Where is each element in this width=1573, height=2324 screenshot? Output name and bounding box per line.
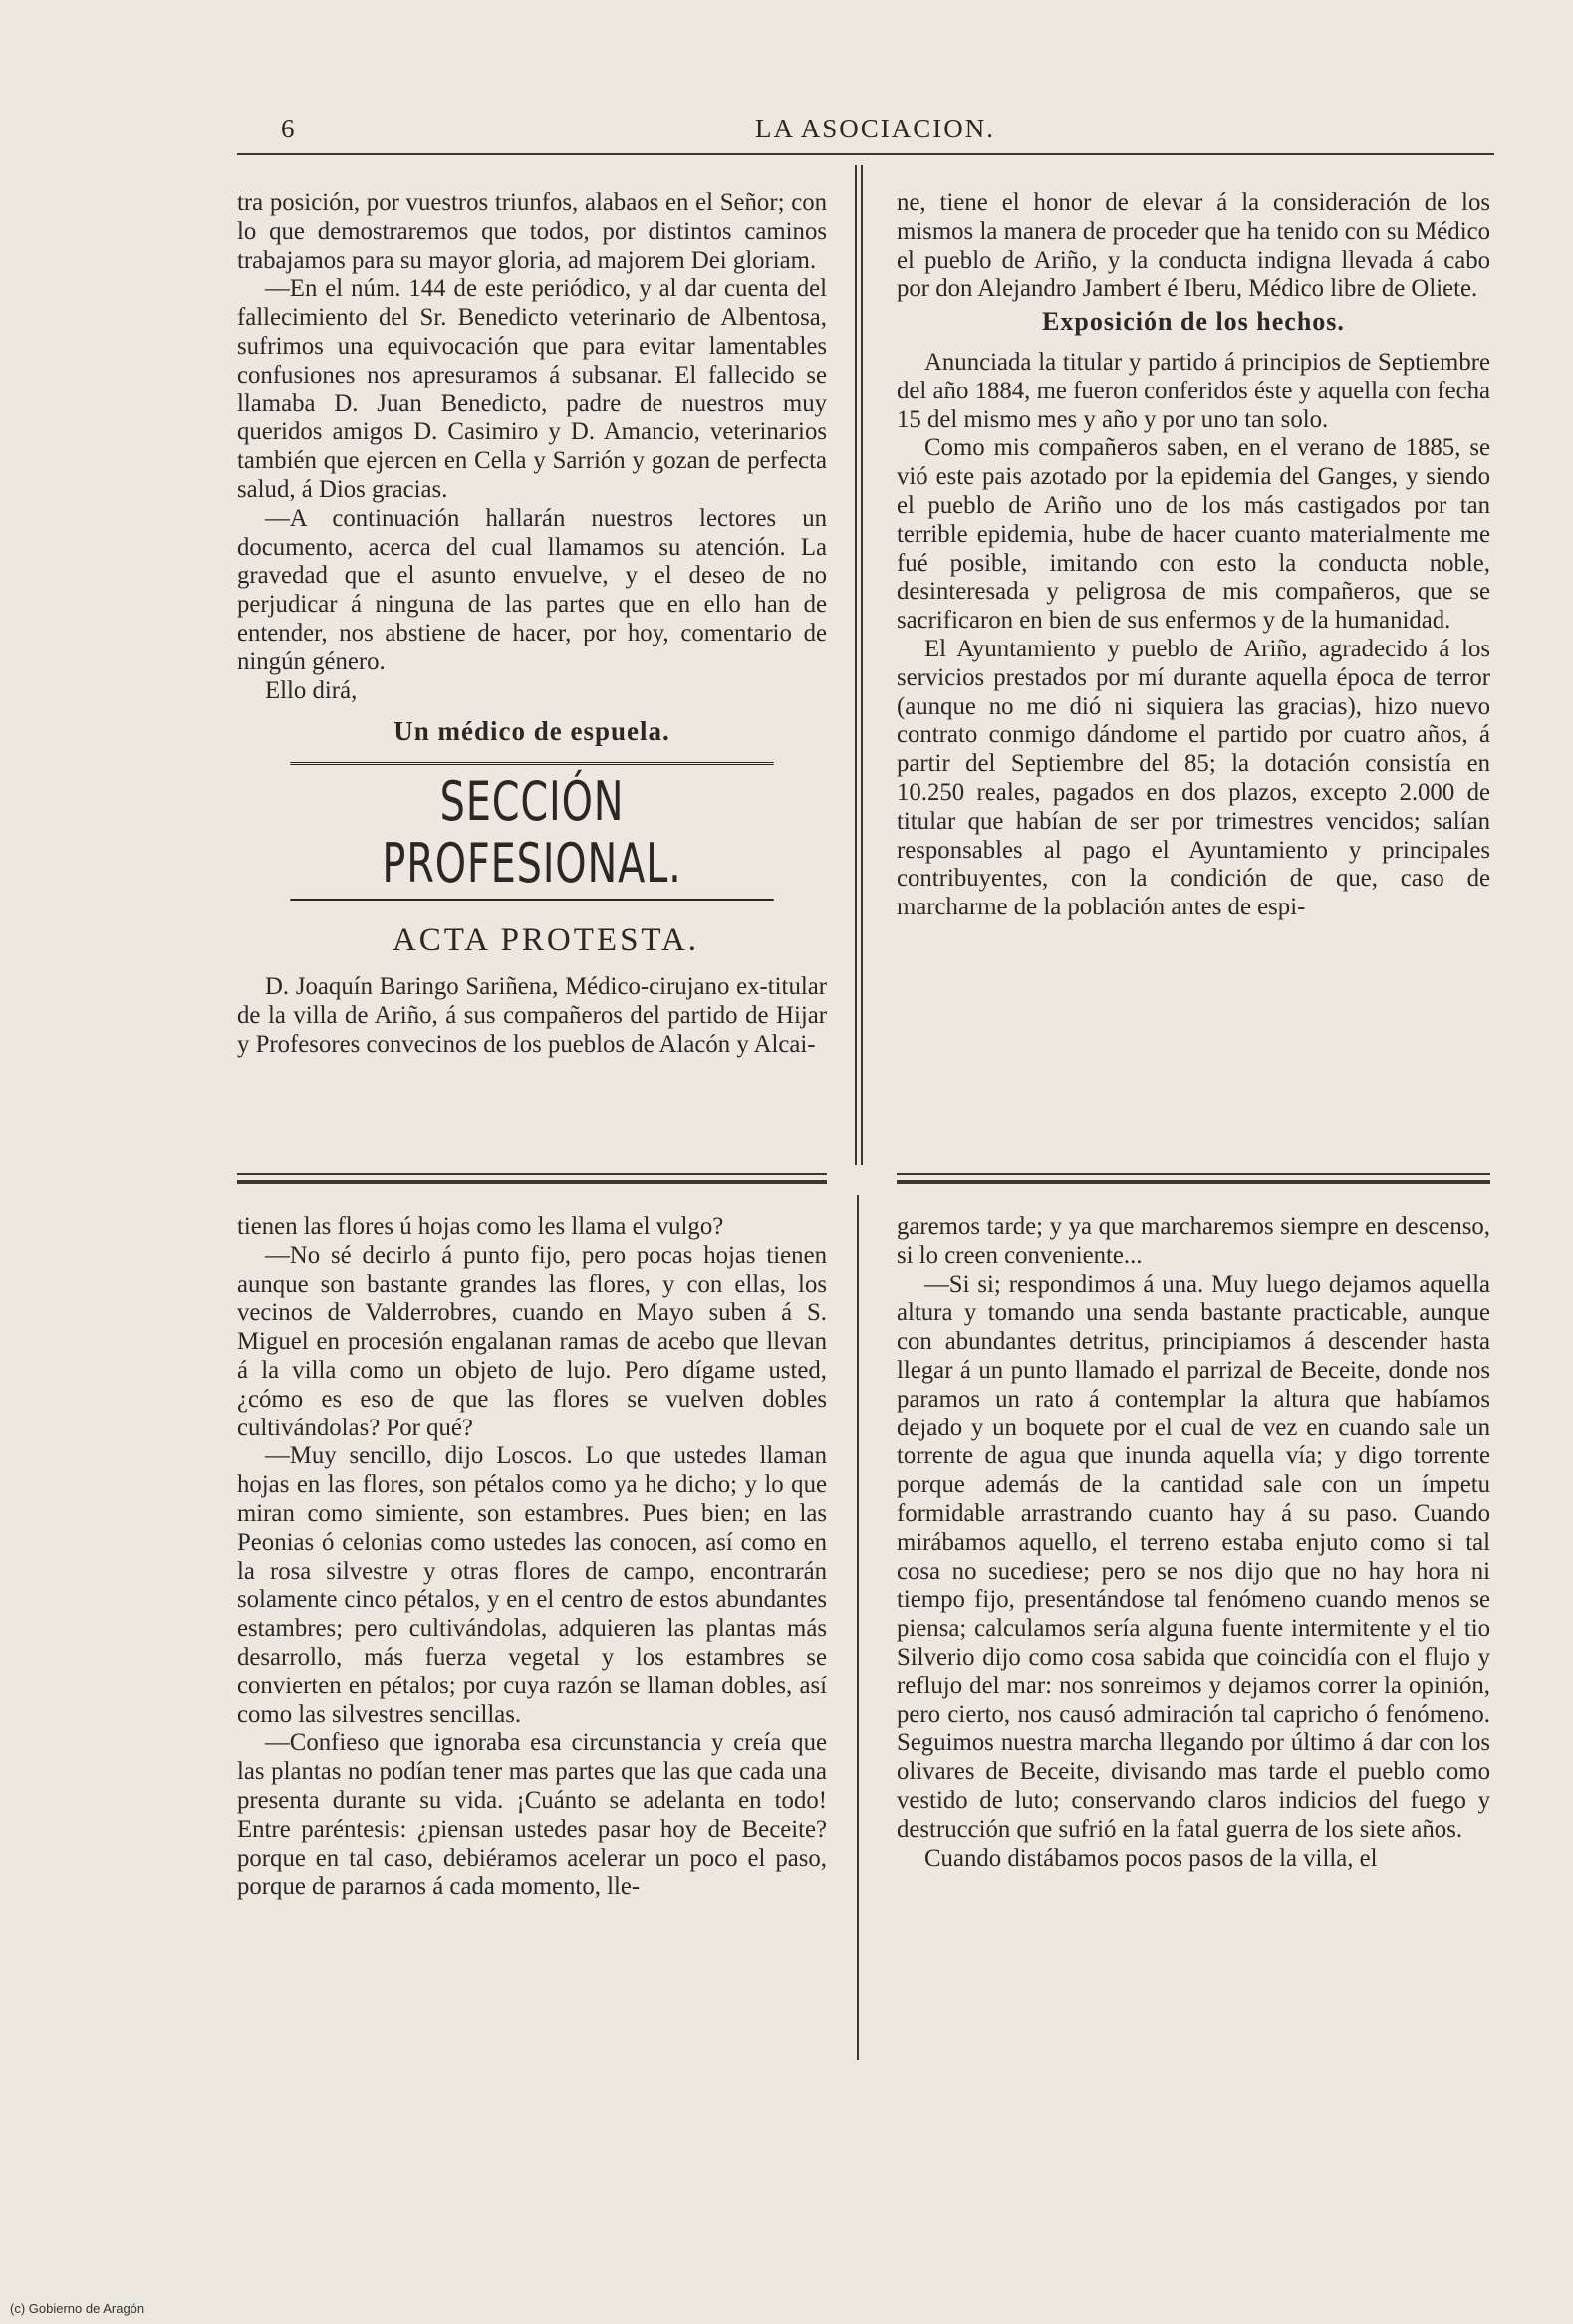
- copyright-credit: (c) Gobierno de Aragón: [10, 2301, 145, 2316]
- acta-intro: D. Joaquín Baringo Sariñena, Médico-cirujano ex-titular de la villa de Ariño, á sus compañeros del partido de Hijar y Profesores convecinos de los pueblos de Alacón y Alcai-: [237, 972, 827, 1058]
- acta-title: ACTA PROTESTA.: [392, 922, 700, 959]
- column-divider-top: [855, 165, 857, 1165]
- newspaper-title: LA ASOCIACION.: [755, 114, 996, 143]
- paragraph: —A continuación hallarán nuestros lectores un documento, acerca del cual llamamos su atención. La gravedad que el asunto envuelve, y el deseo de no perjudicar á ninguna de las partes que en ello han de entender, nos abstiene de hacer, por hoy, comentario de ningún género.: [237, 504, 827, 675]
- divider-left-1: [237, 1173, 827, 1175]
- signature: Un médico de espuela.: [393, 716, 670, 747]
- paragraph: ne, tiene el honor de elevar á la consideración de los mismos la manera de proceder que ha tenido con su Médico el pueblo de Ariño, y la conducta indigna llevada á cabo por don Alejandro Jambert é Iberu, Médico libre de Oliete.: [897, 189, 1490, 303]
- paragraph: tienen las flores ú hojas como les llama el vulgo?: [237, 1213, 724, 1240]
- page-number: 6: [281, 114, 297, 143]
- paragraph: —No sé decirlo á punto fijo, pero pocas hojas tienen aunque son bastante grandes las flores, y con ellas, los vecinos de Valderrobres, cuando en Mayo suben á S. Miguel en procesión engalanan ramas de acebo que llevan á la villa como un objeto de lujo. Pero dígame usted, ¿cómo es eso de que las flores se vuelven dobles cultivándolas? Por qué?: [237, 1241, 827, 1441]
- column-divider-top-2: [861, 165, 863, 1165]
- subheading: Exposición de los hechos.: [1042, 307, 1345, 337]
- paragraph: tra posición, por vuestros triunfos, alabaos en el Señor; con lo que demostraremos que todos, por distintos caminos trabajamos para su mayor gloria, ad majorem Dei gloriam.: [237, 189, 827, 274]
- paragraph: —Muy sencillo, dijo Loscos. Lo que ustedes llaman hojas en las flores, son pétalos como ya he dicho; y lo que miran como simiente, son estambres. Pues bien; en las Peonias ó celonias como ustedes las conocen, así como en la rosa silvestre y otras flores de campo, encontrarán solamente cinco pétalos, y en el centro de estos abundantes estambres; pero cultivándolas, adquieren las plantas más desarrollo, más fuerza vegetal y los estambres se convierten en pétalos; por cuya razón se llaman dobles, así como las silvestres sencillas.: [237, 1442, 827, 1728]
- column-divider-bottom: [857, 1195, 859, 2060]
- page-header: [237, 108, 1494, 147]
- bottom-left-column: [237, 1213, 827, 1902]
- paragraph: El Ayuntamiento y pueblo de Ariño, agradecido á los servicios prestados por mí durante aquella época de terror (aunque no me dió ni siquiera las gracias), hizo nuevo contrato conmigo dándome el partido por cuatro años, á partir del Septiembre del 85; la dotación consistía en 10.250 reales, pagados en dos plazos, excepto 2.000 de titular que habían de ser por trimestres vencidos; salían responsables al pago el Ayuntamiento y principales contribuyentes, con la condición de que, caso de marcharme de la población antes de espi-: [897, 635, 1490, 921]
- bottom-right-column: [897, 1213, 1490, 1873]
- top-right-column: [897, 189, 1490, 922]
- section-title: SECCIÓN PROFESIONAL.: [290, 762, 773, 901]
- paragraph: Como mis compañeros saben, en el verano de 1885, se vió este pais azotado por la epidemia del Ganges, y siendo el pueblo de Ariño uno de los más castigados por tan terrible epidemia, hube de hacer cuanto materialmente me fué posible, imitando con esto la conducta noble, desinteresada y peligrosa de mis compañeros, que se sacrificaron en bien de sus enfermos y de la humanidad.: [897, 434, 1490, 635]
- paragraph: —Si si; respondimos á una. Muy luego dejamos aquella altura y tomando una senda bastante practicable, aunque con abundantes detritus, principiamos á descender hasta llegar á un punto llamado el parrizal de Beceite, donde nos paramos un rato á contemplar la altura que habíamos dejado y un boquete por el cual de vez en cuando sale un torrente de agua que inunda aquella vía; y digo torrente porque además de la cantidad sale con un ímpetu formidable arrastrando cuanto hay á su paso. Cuando mirábamos aquello, el terreno estaba enjuto como si tal cosa no sucediese; pero se nos dijo que no hay hora ni tiempo fijo, presentándose tal fenómeno cuando menos se piensa; calculamos sería alguna fuente intermitente y el tio Silverio dijo como cosa sabida que coincidía con el flujo y reflujo del mar: nos sonreimos y dejamos correr la opinión, pero cierto, nos causó admiración tal capricho ó fenómeno. Seguimos nuestra marcha llegando por último á dar con los olivares de Beceite, divisando mas tarde el pueblo como vestido de luto; conservando claros indicios del fuego y destrucción que sufrió en la fatal guerra de los siete años.: [897, 1270, 1490, 1843]
- divider-right-2: [897, 1180, 1490, 1184]
- paragraph: garemos tarde; y ya que marcharemos siempre en descenso, si lo creen conveniente...: [897, 1213, 1490, 1269]
- divider-left-2: [237, 1180, 827, 1184]
- paragraph: Ello dirá,: [265, 676, 358, 704]
- divider-right-1: [897, 1173, 1490, 1175]
- paragraph: Cuando distábamos pocos pasos de la villa, el: [924, 1844, 1378, 1872]
- paragraph: —En el núm. 144 de este periódico, y al dar cuenta del fallecimiento del Sr. Benedicto veterinario de Albentosa, sufrimos una equivocación que para evitar lamentables confusiones nos apresuramos á subsanar. El fallecido se llamaba D. Juan Benedicto, padre de nuestros muy queridos amigos D. Casimiro y D. Amancio, veterinarios también que ejercen en Cella y Sarrión y gozan de perfecta salud, á Dios gracias.: [237, 275, 827, 503]
- header-rule: [237, 153, 1494, 155]
- paragraph: —Confieso que ignoraba esa circunstancia y creía que las plantas no podían tener mas partes que las que cada una presenta durante su vida. ¡Cuánto se adelanta en todo! Entre paréntesis: ¿piensan ustedes pasar hoy de Beceite? porque en tal caso, debiéramos acelerar un poco el paso, porque de pararnos á cada momento, lle-: [237, 1729, 827, 1901]
- top-left-column: [237, 189, 827, 1059]
- paragraph: Anunciada la titular y partido á principios de Septiembre del año 1884, me fueron conferidos éste y aquella con fecha 15 del mismo mes y año y por uno tan solo.: [897, 348, 1490, 433]
